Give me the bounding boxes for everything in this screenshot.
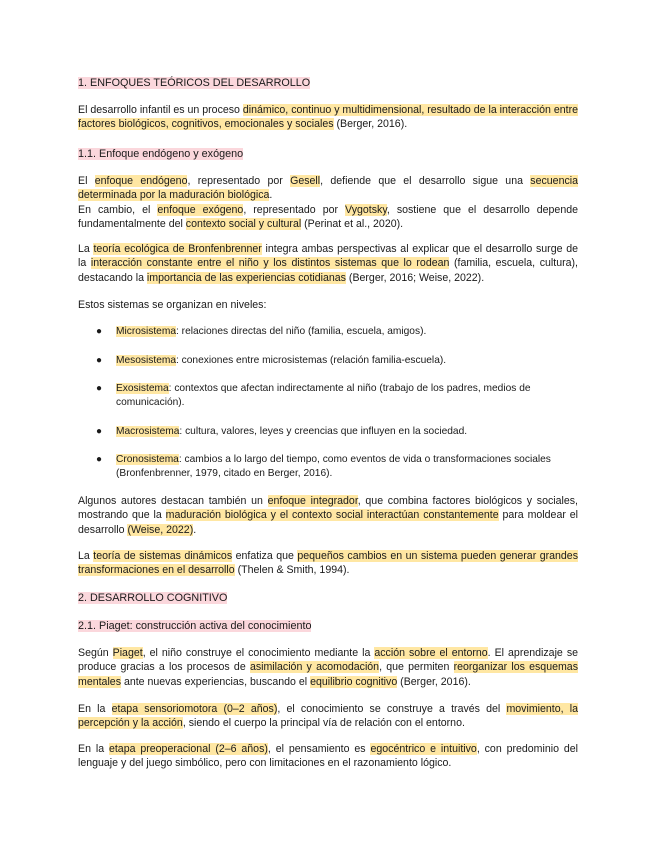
paragraph-integrador: Algunos autores destacan también un enfoque integrador, que combina factores biológicos y sociales, mostrando que la maduración biológica y el contexto social interactúan constantemente para moldear el desarrollo (Weise, 2022). bbox=[78, 495, 579, 536]
heading-1: 1. ENFOQUES TEÓRICOS DEL DESARROLLO bbox=[78, 77, 311, 89]
paragraph-dinamicos: La teoría de sistemas dinámicos enfatiza que pequeños cambios en un sistema pueden generar grandes transformaciones en el desarrollo (Thelen & Smith, 1994). bbox=[78, 550, 578, 577]
paragraph-endogeno: El enfoque endógeno, representado por Gesell, defiende que el desarrollo sigue una secuencia determinada por la maduración biológica. En cambio, el enfoque exógeno, representado por Vygotsky, sostiene que el desarrollo depende fundamentalmente del contexto social y cultural (Perinat et al., 2020). bbox=[78, 175, 579, 231]
heading-2: 2. DESARROLLO COGNITIVO bbox=[78, 592, 228, 604]
list-item-exosistema: ● Exosistema: contextos que afectan indirectamente al niño (trabajo de los padres, medios de comunicación). bbox=[96, 383, 531, 408]
list-item-mesosistema: ● Mesosistema: conexiones entre microsistemas (relación familia-escuela). bbox=[96, 355, 447, 366]
bullet-icon: ● bbox=[96, 326, 103, 337]
paragraph-preoperacional: En la etapa preoperacional (2–6 años), el pensamiento es egocéntrico e intuitivo, con predominio del lenguaje y del juego simbólico, pero con limitaciones en el razonamiento lógico. bbox=[78, 743, 579, 770]
paragraph-sensoriomotora: En la etapa sensoriomotora (0–2 años), el conocimiento se construye a través del movimiento, la percepción y la acción, siendo el cuerpo la principal vía de relación con el entorno. bbox=[78, 703, 579, 730]
bullet-icon: ● bbox=[96, 355, 103, 366]
paragraph-ecologica: La teoría ecológica de Bronfenbrenner integra ambas perspectivas al explicar que el desarrollo surge de la interacción constante entre el niño y los distintos sistemas que lo rodean (familia, escuela, cultura), destacando la importancia de las experiencias cotidianas (Berger, 2016; Weise, 2022). bbox=[78, 243, 578, 284]
bullet-icon: ● bbox=[96, 426, 103, 437]
bullet-icon: ● bbox=[96, 383, 103, 394]
paragraph-niveles: Estos sistemas se organizan en niveles: bbox=[78, 299, 267, 311]
list-item-cronosistema: ● Cronosistema: cambios a lo largo del tiempo, como eventos de vida o transformaciones sociales (Bronfenbrenner, 1979, citado en Berger, 2016). bbox=[96, 454, 551, 479]
list-item-microsistema: ● Microsistema: relaciones directas del niño (familia, escuela, amigos). bbox=[96, 326, 427, 337]
list-item-macrosistema: ● Macrosistema: cultura, valores, leyes y creencias que influyen en la sociedad. bbox=[96, 426, 468, 437]
paragraph-piaget: Según Piaget, el niño construye el conocimiento mediante la acción sobre el entorno. El aprendizaje se produce gracias a los procesos de asimilación y acomodación, que permiten reorganizar los esquemas mentales ante nuevas experiencias, buscando el equilibrio cognitivo (Berger, 2016). bbox=[78, 647, 579, 688]
heading-1-1: 1.1. Enfoque endógeno y exógeno bbox=[78, 148, 244, 160]
bullet-icon: ● bbox=[96, 454, 103, 465]
paragraph-intro: El desarrollo infantil es un proceso dinámico, continuo y multidimensional, resultado de la interacción entre factores biológicos, cognitivos, emocionales y sociales (Berger, 2016). bbox=[78, 104, 578, 131]
heading-2-1: 2.1. Piaget: construcción activa del conocimiento bbox=[78, 620, 312, 632]
